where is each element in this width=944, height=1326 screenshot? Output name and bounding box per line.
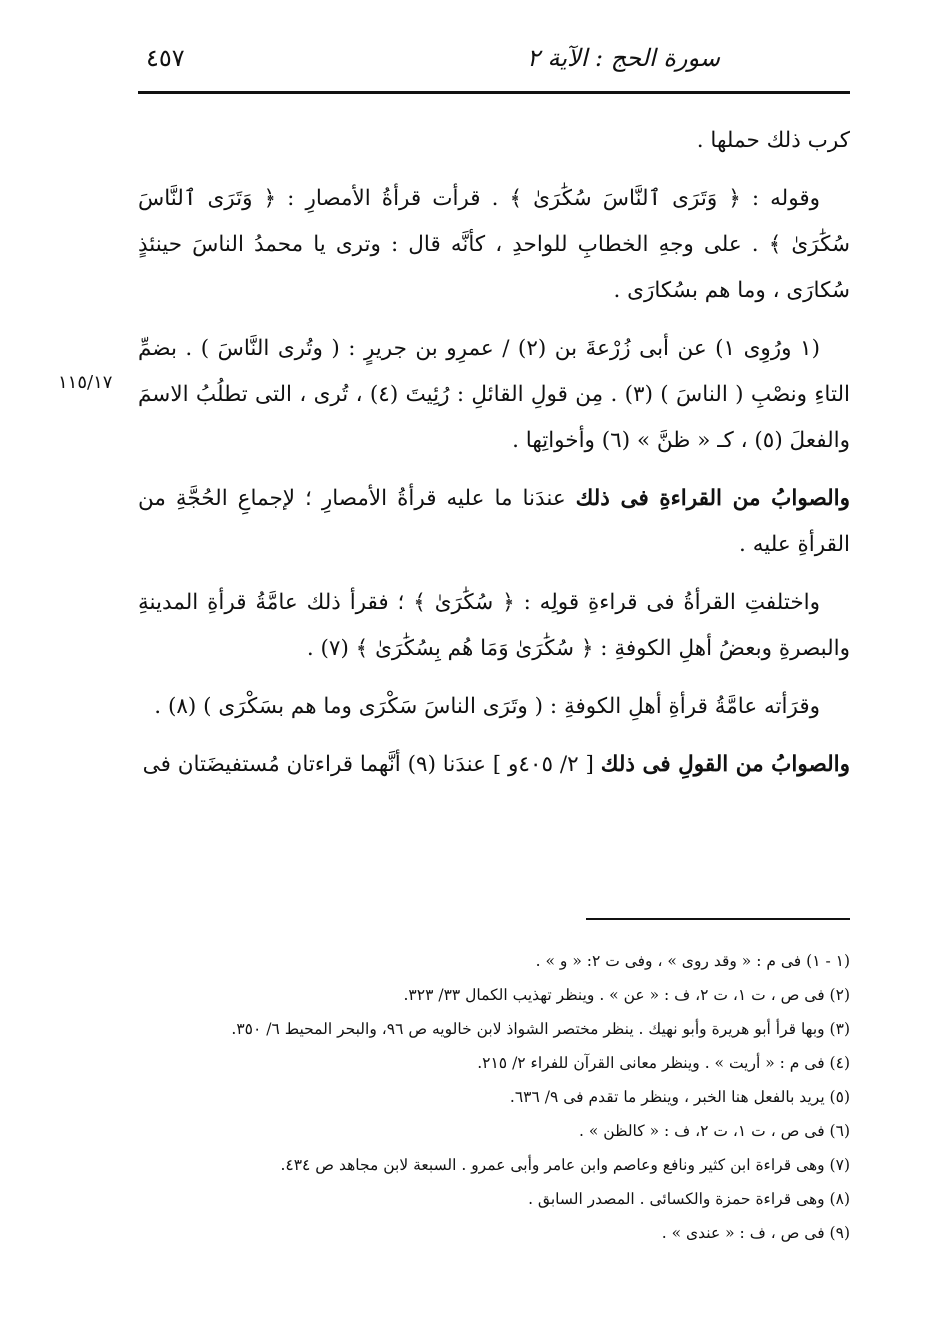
paragraph: (١ ورُوِى ١) عن أبى زُرْعةَ بن (٢) / عمرِو بن جريرٍ : ( وتُرى النَّاسَ ) . بضمِّ التاءِ ونصْبِ ( الناسَ ) (٣) . مِن قولِ القائلِ : رُئِيتَ (٤) ، تُرى ، التى تطلُبُ الاسمَ والفعلَ (٥) ، كـ « ظنَّ » (٦) وأخواتِها . [138, 336, 850, 453]
paragraph [138, 742, 850, 788]
running-header [138, 38, 850, 88]
footnote: (٥) يريد بالفعل هنا الخبر ، وينظر ما تقدم فى ٩/ ٦٣٦. [509, 1088, 850, 1106]
header-title: سورة الحج : الآية ٢ [526, 44, 720, 72]
paragraph: كرب ذلك حملها . [696, 128, 850, 153]
footnote: (٦) فى ص ، ت ١، ت ٢، ف : « كالظن » . [579, 1122, 850, 1140]
paragraph-text: عندَنا ما عليه قرأةُ الأمصارِ ؛ لإجماعِ الحُجَّةِ من القرأةِ عليه . [138, 486, 850, 557]
paragraph [138, 476, 850, 568]
header-rule [138, 91, 850, 94]
footnote: (٢) فى ص ، ت ١، ت ٢، ف : « عن » . وينظر تهذيب الكمال ٣٣/ ٣٢٣. [403, 986, 850, 1004]
footnotes [138, 944, 850, 1250]
paragraph-text: [ ٢/ ٤٠٥و ] عندَنا (٩) أنَّهما قراءتان مُستفيضَتان فى [142, 752, 601, 777]
footnote: (٨) وهى قراءة حمزة والكسائى . المصدر السابق . [528, 1190, 850, 1208]
paragraph: واختلفتِ القرأةُ فى قراءةِ قولِه : ﴿ سُكَٰرَىٰ ﴾ ؛ فقرأ ذلك عامَّةُ قرأةِ المدينةِ والبصرةِ وبعضُ أهلِ الكوفةِ : ﴿ سُكَٰرَىٰ وَمَا هُم بِسُكَٰرَىٰ ﴾ (٧) . [138, 590, 850, 661]
paragraph-lead: والصوابُ من القولِ فى ذلك [600, 752, 850, 777]
footnote-rule [586, 918, 850, 920]
page-number: ٤٥٧ [146, 44, 185, 72]
paragraph: وقرَأته عامَّةُ قرأةِ أهلِ الكوفةِ : ( وتَرَى الناسَ سَكْرَى وما هم بسَكْرَى ) (٨) . [154, 694, 820, 719]
paragraph-lead: والصوابُ من القراءةِ فى ذلك [575, 486, 850, 511]
main-text [138, 118, 850, 800]
footnote: (٩) فى ص ، ف : « عندى » . [661, 1224, 850, 1242]
paragraph: وقوله : ﴿ وَتَرَى ٱلنَّاسَ سُكَٰرَىٰ ﴾ . قرأت قرأةُ الأمصارِ : ﴿ وَتَرَى ٱلنَّاسَ سُكَٰرَىٰ ﴾ . على وجهِ الخطابِ للواحدِ ، كأنَّه قال : وترى يا محمدُ الناسَ حينئذٍ سُكارَى ، وما هم بسُكارَى . [138, 186, 850, 303]
margin-reference: ١١٥/١٧ [58, 372, 113, 393]
footnote: (٤) فى م : « أريت » . وينظر معانى القرآن للفراء ٢/ ٢١٥. [477, 1054, 850, 1072]
footnote: (١ - ١) فى م : « وقد روى » ، وفى ت ٢: « و » . [535, 952, 850, 970]
footnote: (٣) وبها قرأ أبو هريرة وأبو نهيك . ينظر مختصر الشواذ لابن خالويه ص ٩٦، والبحر المحيط ٦/ ٣٥٠. [231, 1020, 850, 1038]
footnote: (٧) وهى قراءة ابن كثير ونافع وعاصم وابن عامر وأبى عمرو . السبعة لابن مجاهد ص ٤٣٤. [280, 1156, 850, 1174]
